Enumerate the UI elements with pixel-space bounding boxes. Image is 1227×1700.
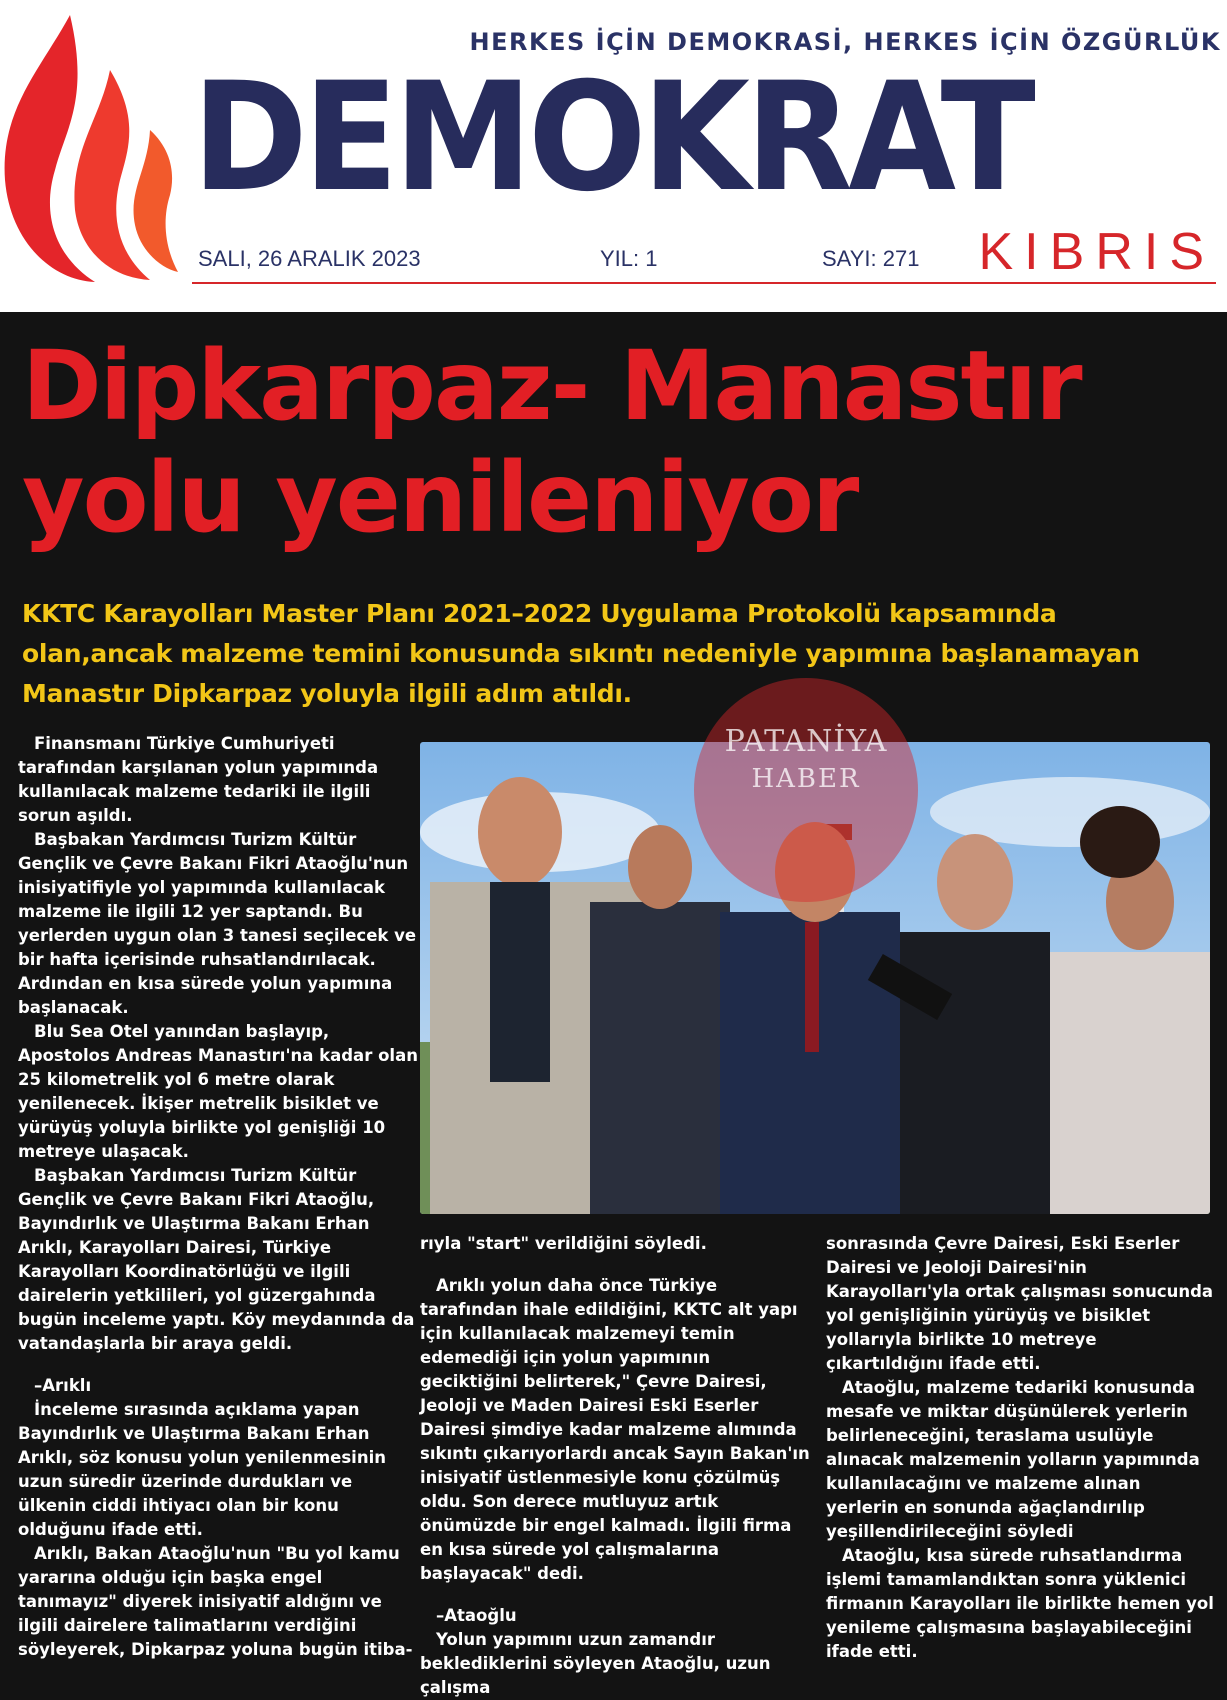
paragraph: Yolun yapımını uzun zamandır beklediklerini söyleyen Ataoğlu, uzun çalışma [420,1630,771,1697]
source-watermark [688,672,924,908]
story-deck: KKTC Karayolları Master Planı 2021–2022 Uygulama Protokolü kapsamında olan,ancak malzeme temini konusunda sıkıntı nedeniyle yapımına başlanamayan Manastır Dipkarpaz yoluyla ilgili adım atıldı. [22,599,1140,708]
story-column-3 [826,1232,1218,1664]
paragraph: Arıklı yolun daha önce Türkiye tarafından ihale edildiğini, KKTC alt yapı için kullanılacak malzemeyi temin edemediği için yolun yapımının geciktiğini belirterek," Çevre Dairesi, Jeoloji ve Maden Dairesi Eski Eserler Dairesi şimdiye kadar malzeme alımında sıkıntı çıkarıyorlardı ancak Sayın Bakan'ın inisiyatif üstlenmesiyle konu çözülmüş oldu. Son derece mutluyuz artık önümüzde bir engel kalmadı. İlgili firma en kısa sürede yol çalışmalarına başlayacak" dedi. [420,1276,810,1583]
front-page-story [0,312,1227,1700]
story-column-2 [420,1232,810,1700]
masthead-slogan: HERKES İÇİN DEMOKRASİ, HERKES İÇİN ÖZGÜRLÜK [469,28,1221,56]
subheading: –Arıklı [34,1376,92,1395]
issue-date: SALI, 26 ARALIK 2023 [198,246,421,271]
paragraph: İnceleme sırasında açıklama yapan Bayındırlık ve Ulaştırma Bakanı Erhan Arıklı, söz konusu yolun yenilenmesinin uzun süredir üzerinde durdukları ve ülkenin ciddi ihtiyacı olan bir konu olduğunu ifade etti. [18,1400,386,1539]
masthead-region: KIBRIS [978,223,1215,281]
paragraph: sonrasında Çevre Dairesi, Eski Eserler Dairesi ve Jeoloji Dairesi'nin Karayolları'yla ortak çalışması sonucunda yol genişliğinin yürüyüş ve bisiklet yollarıyla birlikte 10 metreye çıkartıldığını ifade etti. [826,1234,1214,1373]
watermark-line-1: PATANİYA [724,724,888,759]
story-column-1 [18,732,418,1662]
watermark-line-2: HABER [751,764,861,794]
issue-number: SAYI: 271 [822,246,920,271]
headline-line-2: yolu yenileniyor [22,442,858,554]
paragraph: Ataoğlu, malzeme tedariki konusunda mesafe ve miktar düşünülerek yerlerin belirleneceğini, teraslama usulüyle alınacak malzemenin yolların yapımında kullanılacağını ve malzeme alınan yerlerin en sonunda ağaçlandırılıp yeşillendirileceğini söyledi [826,1378,1200,1541]
masthead [0,0,1227,300]
paragraph: Arıklı, Bakan Ataoğlu'nun "Bu yol kamu yararına olduğu için başka engel tanımayız" diyerek inisiyatif aldığını ve ilgili dairelere talimatlarını verdiğini söyleyerek, Dipkarpaz yoluna bugün itiba- [18,1544,413,1659]
masthead-divider [192,282,1216,284]
issue-year: YIL: 1 [600,246,658,271]
subheading: –Ataoğlu [436,1606,517,1625]
paragraph: Başbakan Yardımcısı Turizm Kültür Gençlik ve Çevre Bakanı Fikri Ataoğlu, Bayındırlık ve Ulaştırma Bakanı Erhan Arıklı, Karayolları Dairesi, Türkiye Karayolları Koordinatörlüğü ve ilgili dairelerin yetkilileri, yol güzergahında bugün inceleme yaptı. Köy meydanında da vatandaşlarla bir araya geldi. [18,1166,415,1353]
newspaper-brand: DEMOKRAT [192,51,1032,225]
story-headline [22,330,1222,554]
flame-logo-icon [0,10,180,285]
paragraph: Ataoğlu, kısa sürede ruhsatlandırma işlemi tamamlandıktan sonra yüklenici firmanın Karayolları ile birlikte hemen yol yenileme çalışmasına başlayabileceğini ifade etti. [826,1546,1214,1661]
paragraph: Finansmanı Türkiye Cumhuriyeti tarafından karşılanan yolun yapımında kullanılacak malzeme tedariki ile ilgili sorun aşıldı. [18,734,379,825]
paragraph: rıyla "start" verildiğini söyledi. [420,1234,707,1253]
headline-line-1: Dipkarpaz- Manastır [22,330,1081,442]
paragraph: Blu Sea Otel yanından başlayıp, Apostolos Andreas Manastırı'na kadar olan 25 kilometrelik yol 6 metre olarak yenilenecek. İkişer metrelik bisiklet ve yürüyüş yoluyla birlikte yol genişliği 10 metreye ulaşacak. [18,1022,418,1161]
paragraph: Başbakan Yardımcısı Turizm Kültür Gençlik ve Çevre Bakanı Fikri Ataoğlu'nun inisiyatifiyle yol yapımında kullanılacak malzeme ile ilgili 12 yer saptandı. Bu yerlerden uygun olan 3 tanesi seçilecek ve bir hafta içerisinde ruhsatlandırılacak. Ardından en kısa sürede yolun yapımına başlanacak. [18,830,417,1017]
